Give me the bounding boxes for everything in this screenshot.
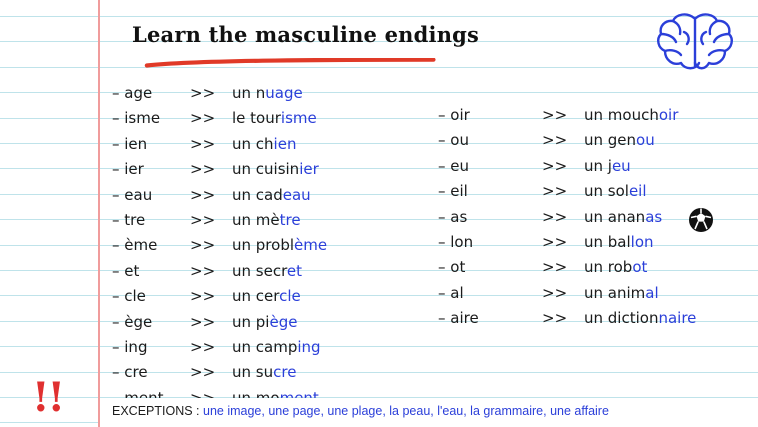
- arrow-symbol: >>: [190, 109, 216, 128]
- ending-row: [438, 131, 696, 156]
- example-word: [584, 106, 678, 124]
- exceptions-label: EXCEPTIONS :: [112, 404, 203, 418]
- ending-row: [438, 309, 696, 334]
- ending-row: [112, 186, 327, 211]
- example-ending-highlight: tre: [279, 210, 301, 229]
- example-prefix: un rob: [584, 258, 633, 277]
- ending-row: [112, 313, 327, 338]
- example-prefix: un anan: [584, 207, 646, 226]
- example-word: [232, 313, 297, 331]
- ending-label: – eil: [438, 182, 468, 201]
- arrow-symbol: >>: [190, 160, 216, 179]
- ending-row: [438, 106, 696, 131]
- example-ending-highlight: ier: [299, 160, 319, 179]
- example-word: [232, 363, 296, 381]
- example-ending-highlight: eil: [628, 182, 647, 201]
- rule-line: [0, 16, 758, 17]
- example-ending-highlight: as: [645, 207, 663, 226]
- example-ending-highlight: ème: [294, 236, 328, 255]
- ending-row: [438, 182, 696, 207]
- example-word: [584, 182, 647, 200]
- ending-label: – as: [438, 207, 468, 226]
- ending-label: – ot: [438, 258, 466, 277]
- example-prefix: un ch: [232, 134, 274, 153]
- ending-label: – ing: [112, 337, 148, 356]
- margin-line: [98, 0, 100, 427]
- exclamation-marks: !!: [32, 374, 64, 421]
- example-word: [584, 309, 696, 327]
- example-prefix: un mouch: [584, 106, 659, 124]
- ending-row: [112, 338, 327, 363]
- ending-label: – oir: [438, 106, 470, 124]
- example-prefix: un camp: [232, 337, 298, 356]
- ending-label: – cle: [112, 287, 146, 306]
- ending-row: [438, 284, 696, 309]
- ending-label: – lon: [438, 232, 474, 251]
- ending-label: – cre: [112, 363, 148, 382]
- ending-row: [112, 109, 327, 134]
- example-prefix: un n: [232, 84, 266, 102]
- example-word: [232, 287, 301, 305]
- arrow-symbol: >>: [190, 261, 216, 280]
- example-ending-highlight: ou: [636, 131, 655, 150]
- example-ending-highlight: ien: [273, 134, 297, 153]
- example-prefix: un diction: [584, 309, 659, 328]
- example-ending-highlight: lon: [630, 232, 654, 251]
- ending-label: – aire: [438, 309, 479, 328]
- example-word: [232, 109, 317, 127]
- example-ending-highlight: eu: [611, 156, 631, 175]
- example-word: [232, 84, 303, 102]
- arrow-symbol: >>: [190, 134, 216, 153]
- page-title: Learn the masculine endings: [132, 22, 480, 47]
- example-ending-highlight: ot: [632, 258, 648, 277]
- ending-row: [112, 287, 327, 312]
- ending-label: – ien: [112, 134, 148, 153]
- ending-row: [112, 160, 327, 185]
- example-prefix: un sol: [584, 182, 629, 201]
- example-prefix: un j: [584, 156, 612, 175]
- arrow-symbol: >>: [542, 283, 568, 302]
- example-ending-highlight: al: [645, 283, 659, 302]
- example-prefix: un su: [232, 363, 274, 382]
- example-word: [232, 211, 301, 229]
- arrow-symbol: >>: [542, 106, 568, 124]
- example-ending-highlight: ing: [297, 337, 321, 356]
- example-word: [584, 258, 647, 276]
- ending-label: – et: [112, 261, 140, 280]
- ending-row: [112, 262, 327, 287]
- example-word: [584, 131, 655, 149]
- ending-label: – tre: [112, 210, 146, 229]
- arrow-symbol: >>: [542, 131, 568, 150]
- example-word: [232, 338, 321, 356]
- ending-row: [112, 236, 327, 261]
- ending-row: [438, 157, 696, 182]
- ending-row: [438, 233, 696, 258]
- arrow-symbol: >>: [542, 258, 568, 277]
- arrow-symbol: >>: [542, 309, 568, 328]
- arrow-symbol: >>: [542, 207, 568, 226]
- ending-label: – isme: [112, 109, 161, 128]
- ending-label: – eu: [438, 156, 470, 175]
- example-ending-highlight: uage: [265, 84, 303, 102]
- exceptions-list: une image, une page, une plage, la peau, l'eau, la grammaire, une affaire: [203, 404, 609, 418]
- arrow-symbol: >>: [190, 312, 216, 331]
- ending-row: [438, 258, 696, 283]
- arrow-symbol: >>: [190, 185, 216, 204]
- example-prefix: un cer: [232, 287, 280, 306]
- example-prefix: un anim: [584, 283, 646, 302]
- ending-row: [438, 208, 696, 233]
- ending-label: – al: [438, 283, 464, 302]
- brain-icon: [654, 10, 736, 76]
- example-word: [584, 208, 662, 226]
- ending-label: – ège: [112, 312, 153, 331]
- ending-label: – age: [112, 84, 153, 102]
- title-underline: [116, 58, 466, 68]
- ending-row: [112, 363, 327, 388]
- arrow-symbol: >>: [190, 287, 216, 306]
- ending-label: – eau: [112, 185, 153, 204]
- example-prefix: un secr: [232, 261, 287, 280]
- arrow-symbol: >>: [190, 363, 216, 382]
- arrow-symbol: >>: [542, 182, 568, 201]
- example-prefix: un cuisin: [232, 160, 300, 179]
- arrow-symbol: >>: [542, 232, 568, 251]
- example-ending-highlight: et: [286, 261, 303, 280]
- example-prefix: un bal: [584, 232, 631, 251]
- example-ending-highlight: isme: [280, 109, 317, 128]
- example-ending-highlight: eau: [282, 185, 311, 204]
- ending-row: [112, 84, 327, 109]
- example-word: [232, 262, 302, 280]
- exceptions-note: [112, 404, 609, 418]
- example-ending-highlight: ège: [269, 312, 298, 331]
- arrow-symbol: >>: [542, 156, 568, 175]
- example-prefix: le tour: [232, 109, 281, 128]
- example-prefix: un gen: [584, 131, 637, 150]
- ending-label: – ou: [438, 131, 469, 150]
- example-word: [232, 160, 319, 178]
- endings-column-right: [438, 106, 696, 335]
- ending-row: [112, 211, 327, 236]
- arrow-symbol: >>: [190, 84, 216, 102]
- example-ending-highlight: naire: [658, 309, 697, 328]
- ending-row: [112, 135, 327, 160]
- example-ending-highlight: cle: [279, 287, 301, 306]
- example-word: [232, 186, 311, 204]
- arrow-symbol: >>: [190, 337, 216, 356]
- endings-column-left: [112, 84, 327, 414]
- example-ending-highlight: oir: [658, 106, 679, 124]
- example-prefix: un cad: [232, 185, 283, 204]
- example-word: [584, 157, 631, 175]
- example-prefix: un probl: [232, 236, 295, 255]
- arrow-symbol: >>: [190, 210, 216, 229]
- example-word: [232, 135, 296, 153]
- example-word: [584, 284, 659, 302]
- example-word: [232, 236, 327, 254]
- example-word: [584, 233, 654, 251]
- example-prefix: un mè: [232, 210, 280, 229]
- ending-label: – ier: [112, 160, 144, 179]
- arrow-symbol: >>: [190, 236, 216, 255]
- ending-label: – ème: [112, 236, 158, 255]
- example-ending-highlight: cre: [273, 363, 297, 382]
- example-prefix: un pi: [232, 312, 270, 331]
